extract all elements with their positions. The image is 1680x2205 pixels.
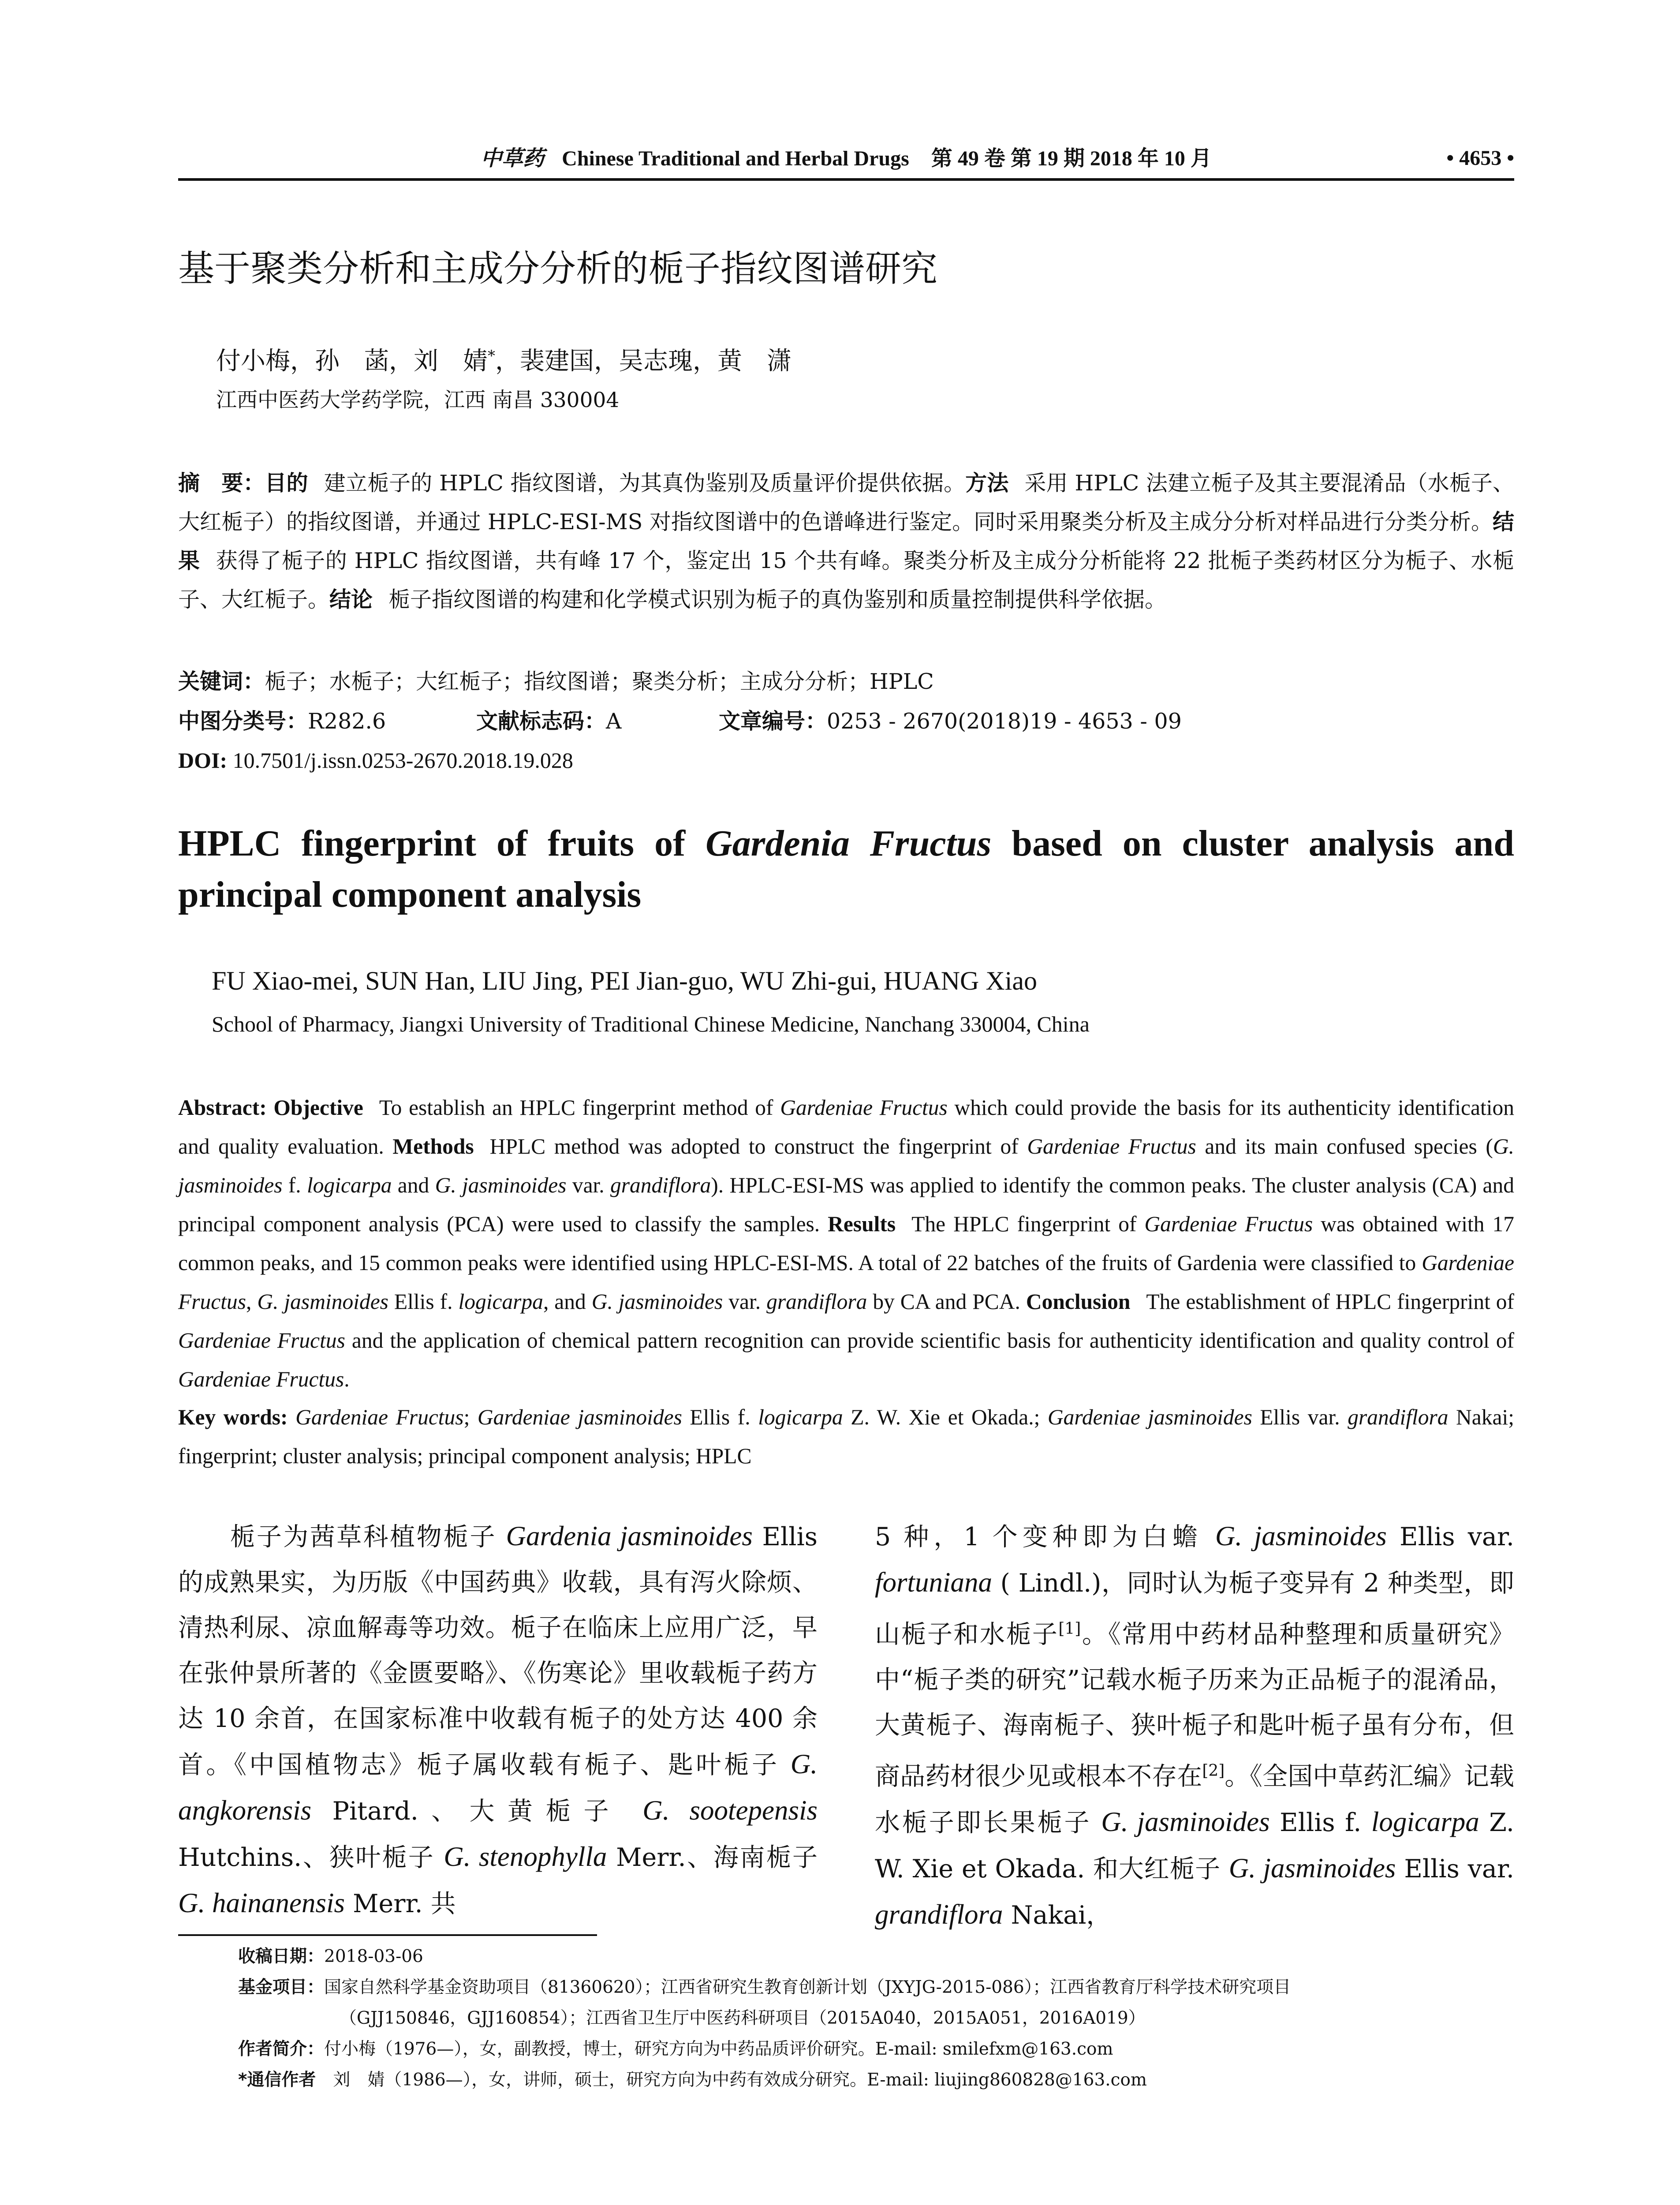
- latin-name: G. hainanensis: [178, 1887, 345, 1918]
- body-text: Merr.、海南栀子: [607, 1843, 818, 1872]
- doi-label: DOI:: [178, 748, 228, 773]
- latin-name: G. sootepensis: [642, 1795, 818, 1826]
- body-text: 。《全国中草药汇编》记载水栀子即长果栀子: [875, 1762, 1515, 1837]
- abstract-en-text: Ellis f.: [388, 1289, 459, 1314]
- keyword-italic: Gardeniae Fructus: [295, 1405, 464, 1429]
- running-header: [178, 140, 1514, 176]
- abstract-en-text: HPLC method was adopted to construct the fingerprint of: [489, 1134, 1027, 1159]
- authors-cn: [216, 336, 1512, 381]
- abstract-en-text: ,: [246, 1289, 258, 1314]
- objective-text-cn: 建立栀子的 HPLC 指纹图谱，为其真伪鉴别及质量评价提供依据。: [324, 471, 966, 496]
- footnote-text: 国家自然科学基金资助项目（81360620）；江西省研究生教育创新计划（JXYJG-2015-086）；江西省教育厅科学技术研究项目: [324, 1977, 1291, 1997]
- keyword-text: Nakai; fingerprint; cluster analysis; principal component analysis; HPLC: [178, 1405, 1515, 1468]
- article-label: 文章编号：: [719, 709, 827, 734]
- abstract-en-text: The establishment of HPLC fingerprint of: [1146, 1289, 1515, 1314]
- abstract-en-text: var.: [566, 1173, 610, 1197]
- species-name: G. jasminoides: [178, 1134, 1515, 1197]
- abstract-cn: [178, 464, 1514, 619]
- abstract-en-text: var.: [723, 1289, 767, 1314]
- body-text: Hutchins.、狭叶栀子: [178, 1843, 444, 1872]
- keyword-text: Ellis var.: [1252, 1405, 1348, 1429]
- methods-label-en: Methods: [392, 1134, 474, 1159]
- abstract-en: [178, 1088, 1514, 1399]
- footnote-label: 作者简介：: [238, 2039, 325, 2059]
- authors-cn-part2: ，裴建国，吴志瑰，黄 潇: [495, 347, 791, 376]
- abstract-en-text: To establish an HPLC fingerprint method of: [379, 1095, 780, 1120]
- footnote-label: 基金项目：: [238, 1977, 325, 1997]
- latin-name: G. jasminoides: [1228, 1853, 1396, 1884]
- footnote-fund-cont: [238, 2003, 1512, 2034]
- footnote-label: 收稿日期：: [238, 1947, 325, 1966]
- latin-name: G. stenophylla: [444, 1841, 607, 1872]
- footnote-text: 付小梅（1976—），女，副教授，博士，研究方向为中药品质评价研究。E-mail: smilefxm@163.com: [324, 2039, 1113, 2059]
- keywords-cn: [178, 662, 1514, 701]
- body-text: Merr. 共: [345, 1889, 456, 1918]
- footnote-text: 2018-03-06: [324, 1947, 423, 1966]
- objective-label-cn: 目的: [265, 471, 308, 496]
- page-number: • 4653 •: [1446, 146, 1514, 170]
- corresponding-mark: *: [488, 347, 495, 365]
- abstract-en-text: and its main confused species (: [1196, 1134, 1493, 1159]
- keywords-cn-label: 关键词：: [178, 669, 265, 694]
- abstract-en-text: The HPLC fingerprint of: [911, 1212, 1145, 1236]
- footnotes: [238, 1941, 1512, 2096]
- footnote-corresponding: [238, 2065, 1512, 2096]
- affiliation-cn: 江西中医药大学药学院，江西 南昌 330004: [216, 388, 620, 412]
- article-value: 0253 - 2670(2018)19 - 4653 - 09: [827, 709, 1182, 734]
- conclusion-label-en: Conclusion: [1026, 1289, 1131, 1314]
- keywords-en-label: Key words:: [178, 1405, 288, 1429]
- footnote-received: [238, 1941, 1512, 1972]
- keyword-text: ;: [463, 1405, 478, 1429]
- abstract-en-text: , and: [543, 1289, 592, 1314]
- body-column-right: [875, 1514, 1514, 1938]
- keyword-text: Ellis f.: [682, 1405, 758, 1429]
- body-column-left: [178, 1514, 818, 1927]
- species-name: Gardeniae Fructus: [1144, 1212, 1313, 1236]
- keyword-text: Z. W. Xie et Okada.;: [843, 1405, 1048, 1429]
- species-name: Gardeniae Fructus: [178, 1328, 345, 1353]
- abstract-en-text: was obtained with 17 common peaks, and 15 common peaks were identified using HPLC-ESI-MS. A total of 22 batches of the fruits of Gardenia were classified to: [178, 1212, 1515, 1275]
- authors-cn-part1: 付小梅，孙 菡，刘 婧: [216, 347, 488, 376]
- footnote-text: （GJJ150846，GJJ160854）；江西省卫生厅中医药科研项目（2015A040，2015A051，2016A019）: [340, 2008, 1146, 2028]
- abstract-en-text: by CA and PCA.: [867, 1289, 1020, 1314]
- clc-value: R282.6: [308, 709, 386, 734]
- results-text-cn: 获得了栀子的 HPLC 指纹图谱，共有峰 17 个，鉴定出 15 个共有峰。聚类分析及主成分分析能将 22 批栀子类药材区分为栀子、水栀子、大红栀子。: [178, 548, 1514, 612]
- journal-name-cn: 中草药: [481, 146, 545, 171]
- species-name: Gardeniae Fructus: [178, 1367, 344, 1391]
- abstract-cn-label: 摘 要：: [178, 471, 265, 496]
- methods-label-cn: 方法: [965, 471, 1009, 496]
- latin-name: grandiflora: [875, 1899, 1003, 1930]
- keyword-italic: grandiflora: [1348, 1405, 1449, 1429]
- species-name: Gardeniae Fructus: [178, 1251, 1514, 1314]
- conclusion-label-cn: 结论: [329, 587, 373, 612]
- body-text: ( Lindl.)，同时认为栀子变异有 2 种类型，即山栀子和水栀子: [875, 1569, 1514, 1649]
- methods-text-cn: 采用 HPLC 法建立栀子及其主要混淆品（水栀子、大红栀子）的指纹图谱，并通过 HPLC-ESI-MS 对指纹图谱中的色谱峰进行鉴定。同时采用聚类分析及主成分分析对样品进行分类分析。: [178, 471, 1514, 534]
- body-text: 栀子为茜草科植物栀子: [228, 1522, 506, 1551]
- body-text: Ellis var.: [1396, 1854, 1515, 1884]
- abstract-en-label: Abstract:: [178, 1095, 267, 1120]
- abstract-en-text: ). HPLC-ESI-MS was applied to identify the common peaks. The cluster analysis (CA) and principal component analysis (PCA) were used to classify the samples.: [178, 1173, 1514, 1236]
- title-en-part1: HPLC fingerprint of fruits of: [178, 823, 706, 864]
- species-name: G. jasminoides: [591, 1289, 723, 1314]
- latin-name: fortuniana: [875, 1567, 993, 1598]
- footnote-label: *通信作者: [238, 2070, 316, 2090]
- citation-ref[interactable]: [2]: [1202, 1762, 1225, 1780]
- abstract-en-text: and the application of chemical pattern recognition can provide scientific basis for authenticity identification and quality control of: [345, 1328, 1514, 1353]
- species-name: Gardeniae Fructus: [780, 1095, 948, 1120]
- classification-line: [178, 702, 1514, 741]
- abstract-en-text: f.: [282, 1173, 307, 1197]
- doc-value: A: [606, 709, 622, 734]
- results-label-en: Results: [828, 1212, 896, 1236]
- clc-label: 中图分类号：: [178, 709, 308, 734]
- keyword-italic: Gardeniae jasminoides: [1047, 1405, 1252, 1429]
- species-name: logicarpa: [458, 1289, 543, 1314]
- title-en-part2: based on cluster analysis and principal component analysis: [178, 823, 1514, 915]
- affiliation-en: School of Pharmacy, Jiangxi University of Traditional Chinese Medicine, Nanchang 330004, China: [212, 1012, 1090, 1036]
- footnote-text: 刘 婧（1986—），女，讲师，硕士，研究方向为中药有效成分研究。E-mail: liujing860828@163.com: [316, 2070, 1147, 2090]
- footnote-author: [238, 2034, 1512, 2065]
- body-text: 。《常用中药材品种整理和质量研究》中“栀子类的研究”记载水栀子历来为正品栀子的混淆品，大黄栀子、海南栀子、狭叶栀子和匙叶栀子虽有分布，但商品药材很少见或根本不存在: [875, 1620, 1515, 1791]
- footnote-rule: [178, 1934, 597, 1936]
- doc-label: 文献标志码：: [476, 709, 606, 734]
- title-en-italic: Gardenia Fructus: [706, 823, 992, 864]
- body-text: Ellis f.: [1269, 1808, 1371, 1837]
- latin-name: G. angkorensis: [178, 1749, 818, 1826]
- footnote-fund: [238, 1972, 1512, 2003]
- latin-name: G. jasminoides: [1215, 1521, 1387, 1551]
- body-text: Ellis 的成熟果实，为历版《中国药典》收载，具有泻火除烦、清热利尿、凉血解毒等功效。栀子在临床上应用广泛，早在张仲景所著的《金匮要略》、《伤寒论》里收载栀子药方达 10 余首，在国家标准中收载有栀子的处方达 400 余首。《中国植物志》栀子属收载有栀子、匙叶栀子: [178, 1522, 818, 1779]
- body-text: Z. W. Xie et Okada. 和大红栀子: [875, 1808, 1515, 1884]
- journal-name-en: Chinese Traditional and Herbal Drugs: [562, 147, 909, 170]
- keywords-cn-text: 栀子；水栀子；大红栀子；指纹图谱；聚类分析；主成分分析；HPLC: [265, 669, 934, 694]
- doc-code: [476, 702, 621, 741]
- authors-en: FU Xiao-mei, SUN Han, LIU Jing, PEI Jian-guo, WU Zhi-gui, HUANG Xiao: [212, 966, 1038, 995]
- body-text: Pitard.、大黄栀子: [311, 1797, 643, 1826]
- conclusion-text-cn: 栀子指纹图谱的构建和化学模式识别为栀子的真伪鉴别和质量控制提供科学依据。: [388, 587, 1167, 612]
- citation-ref[interactable]: [1]: [1058, 1620, 1081, 1638]
- species-name: grandiflora: [610, 1173, 711, 1197]
- species-name: G. jasminoides: [257, 1289, 388, 1314]
- keyword-italic: logicarpa: [758, 1405, 843, 1429]
- keyword-italic: Gardeniae jasminoides: [477, 1405, 682, 1429]
- body-text: 5 种，1 个变种即为白蟾: [875, 1522, 1215, 1551]
- article-title-cn: 基于聚类分析和主成分分析的栀子指纹图谱研究: [178, 248, 938, 290]
- latin-name: G. jasminoides: [1101, 1806, 1270, 1837]
- issue-info: 第 49 卷 第 19 期 2018 年 10 月: [931, 147, 1212, 170]
- doi-link[interactable]: 10.7501/j.issn.0253-2670.2018.19.028: [232, 748, 573, 773]
- doi-line: [178, 741, 1514, 780]
- abstract-en-text: which could provide the basis for its authenticity identification and quality evaluation.: [178, 1095, 1514, 1159]
- keywords-en: [178, 1398, 1514, 1476]
- abstract-en-text: .: [344, 1367, 350, 1391]
- article-title-en: [178, 818, 1514, 920]
- body-text: Ellis var.: [1386, 1522, 1515, 1551]
- latin-name: Gardenia jasminoides: [506, 1521, 753, 1551]
- species-name: Gardeniae Fructus: [1027, 1134, 1196, 1159]
- species-name: G. jasminoides: [435, 1173, 567, 1197]
- abstract-en-text: and: [392, 1173, 435, 1197]
- clc-code: [178, 702, 386, 741]
- header-rule: [178, 178, 1514, 181]
- results-label-cn: 结果: [178, 509, 1514, 573]
- species-name: grandiflora: [766, 1289, 867, 1314]
- article-number: [719, 702, 1182, 741]
- objective-label-en: Objective: [273, 1095, 363, 1120]
- latin-name: logicarpa: [1371, 1806, 1479, 1837]
- body-text: Nakai，: [1003, 1901, 1112, 1930]
- species-name: logicarpa: [306, 1173, 392, 1197]
